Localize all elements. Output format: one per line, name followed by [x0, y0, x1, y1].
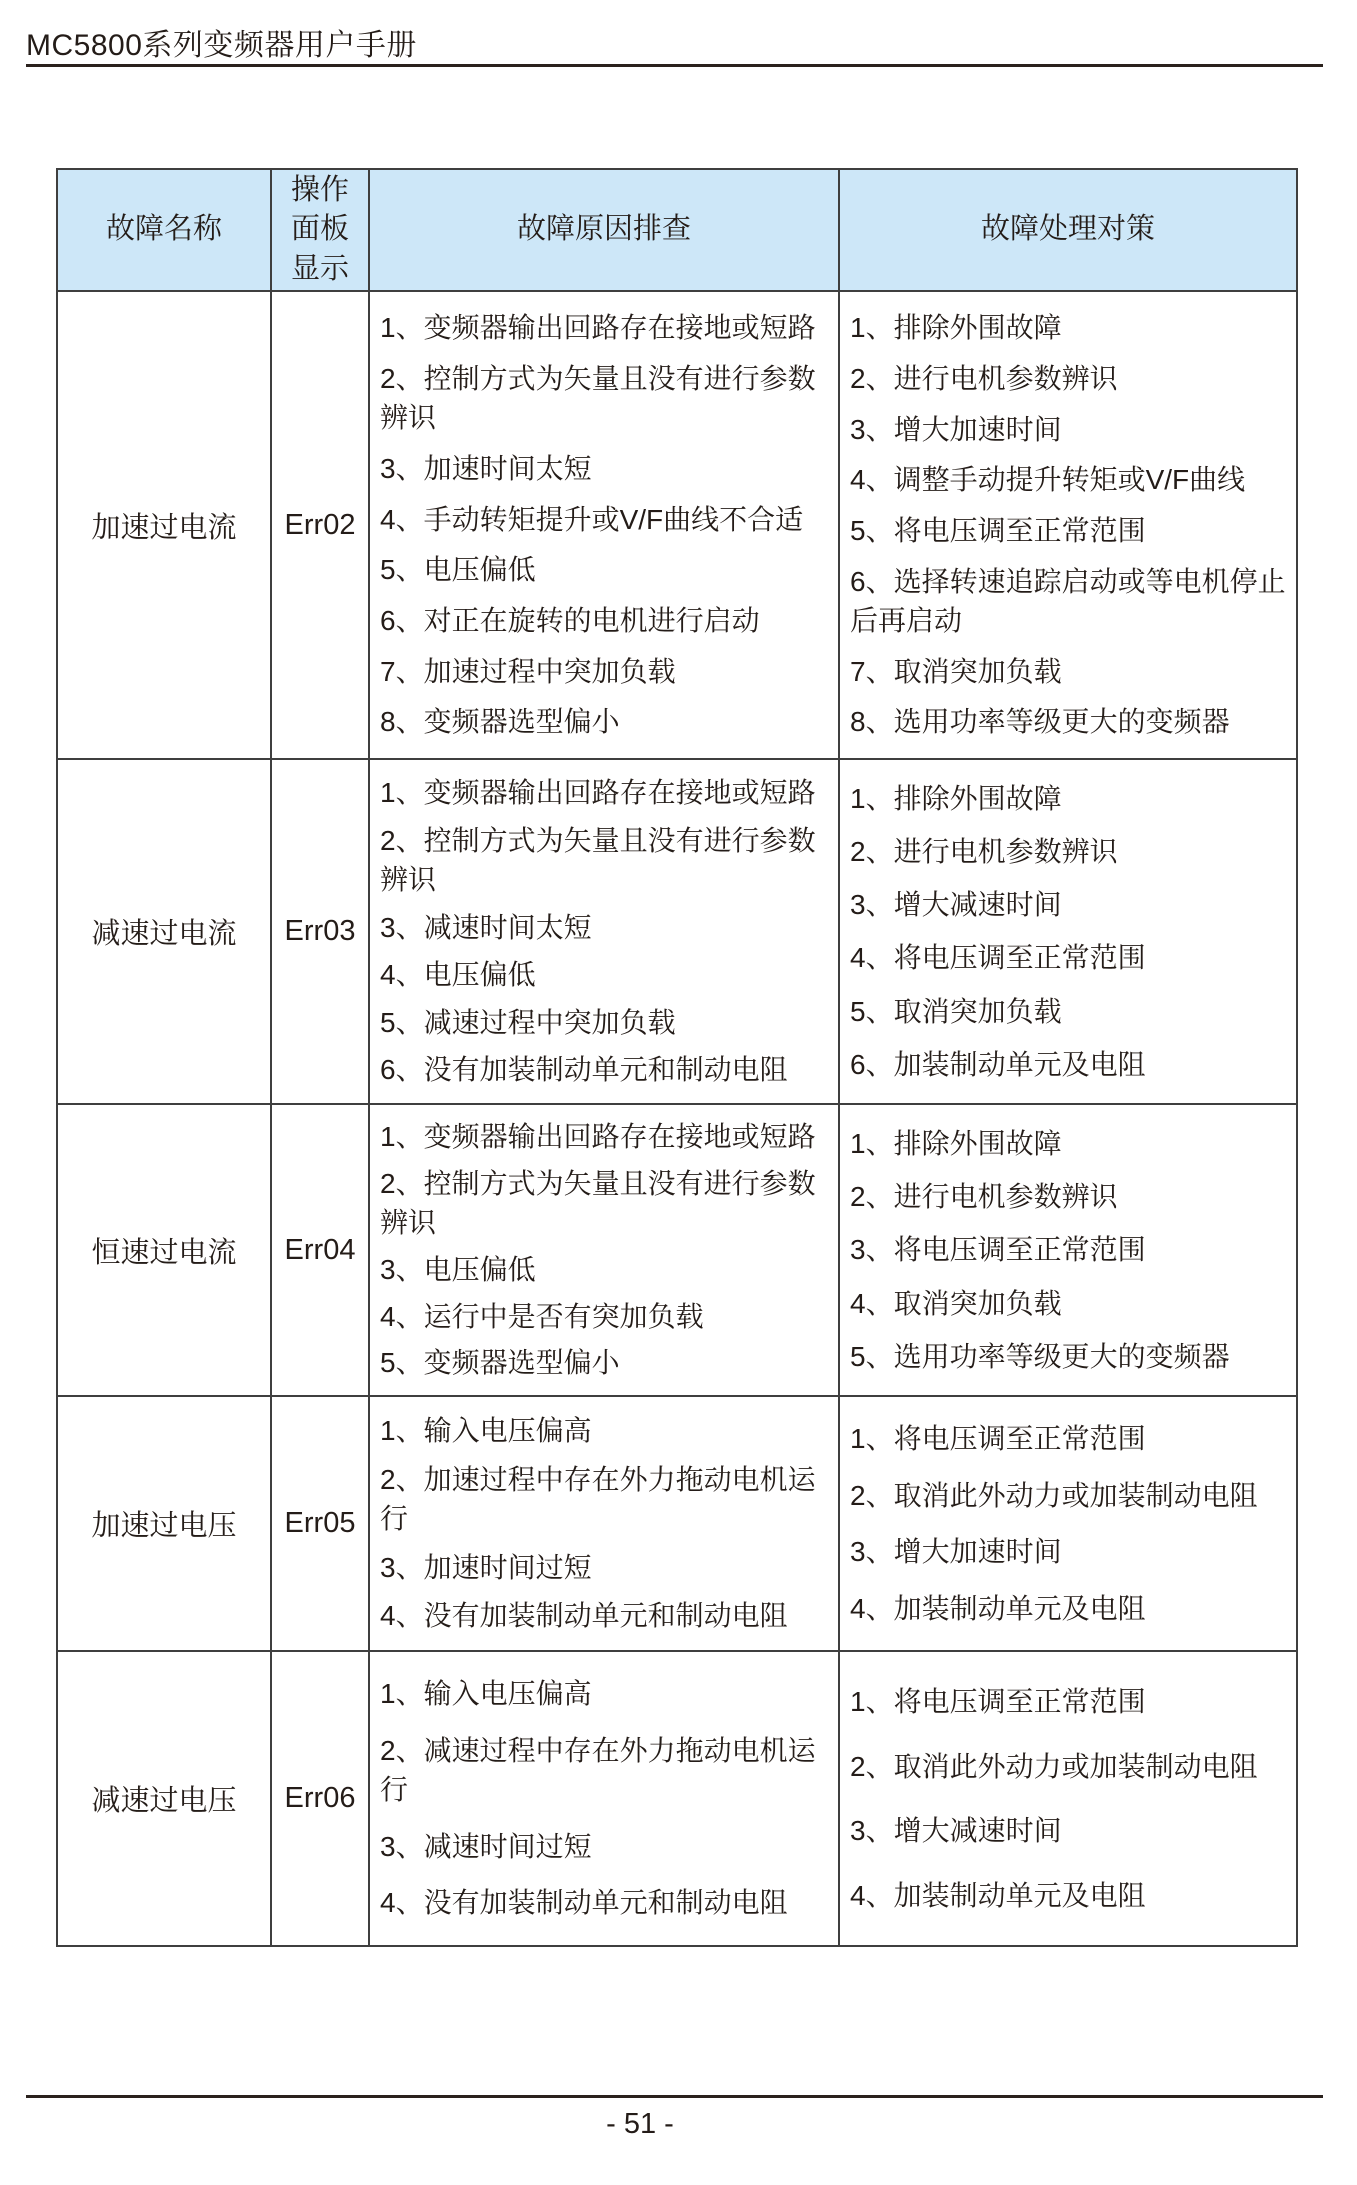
- countermeasure-item: 5、取消突加负载: [850, 995, 1062, 1027]
- countermeasure-item: 8、选用功率等级更大的变频器: [850, 706, 1230, 738]
- countermeasure-item: 2、取消此外动力或加装制动电阻: [850, 1750, 1258, 1782]
- countermeasures-cell: [839, 291, 1297, 759]
- countermeasure-item: 2、进行电机参数辨识: [850, 836, 1118, 868]
- panel-display-cell: Err02: [271, 291, 369, 759]
- table-row: [57, 1396, 1297, 1651]
- column-header-causes: 故障原因排查: [369, 169, 839, 291]
- countermeasure-item: 3、增大加速时间: [850, 413, 1062, 445]
- cause-item: 5、减速过程中突加负载: [380, 1006, 676, 1038]
- fault-causes-cell: [369, 1651, 839, 1946]
- fault-causes-cell: [369, 759, 839, 1104]
- table-row: [57, 1104, 1297, 1396]
- fault-name-cell: 加速过电流: [57, 291, 271, 759]
- cause-item: 4、没有加装制动单元和制动电阻: [380, 1600, 788, 1632]
- page-title: MC5800系列变频器用户手册: [26, 29, 417, 62]
- cause-item: 2、控制方式为矢量且没有进行参数辨识: [380, 363, 816, 434]
- countermeasure-item: 3、增大加速时间: [850, 1536, 1062, 1568]
- fault-causes-cell: [369, 291, 839, 759]
- cause-item: 3、加速时间过短: [380, 1551, 592, 1583]
- countermeasures-cell: [839, 1651, 1297, 1946]
- panel-display-cell: Err03: [271, 759, 369, 1104]
- fault-table-header: [57, 169, 1297, 291]
- cause-item: 2、控制方式为矢量且没有进行参数辨识: [380, 1168, 816, 1239]
- countermeasure-item: 2、进行电机参数辨识: [850, 363, 1118, 395]
- table-row: [57, 1651, 1297, 1946]
- fault-name-cell: 减速过电流: [57, 759, 271, 1104]
- fault-name-cell: 恒速过电流: [57, 1104, 271, 1396]
- footer-divider: [26, 2095, 1323, 2098]
- countermeasure-item: 3、增大减速时间: [850, 1815, 1062, 1847]
- countermeasures-cell: [839, 759, 1297, 1104]
- header-divider: [26, 64, 1323, 67]
- page-number: - 51 -: [606, 2108, 674, 2140]
- countermeasure-item: 2、进行电机参数辨识: [850, 1181, 1118, 1213]
- cause-item: 4、运行中是否有突加负载: [380, 1300, 704, 1332]
- cause-item: 4、电压偏低: [380, 959, 536, 991]
- countermeasure-item: 1、排除外围故障: [850, 1128, 1062, 1159]
- cause-item: 3、减速时间太短: [380, 911, 592, 943]
- header-row: [57, 169, 1297, 291]
- cause-item: 1、变频器输出回路存在接地或短路: [380, 777, 816, 809]
- cause-item: 1、变频器输出回路存在接地或短路: [380, 312, 816, 344]
- countermeasure-item: 1、排除外围故障: [850, 312, 1062, 344]
- fault-causes-cell: [369, 1104, 839, 1396]
- fault-name-cell: 加速过电压: [57, 1396, 271, 1651]
- countermeasure-item: 1、将电压调至正常范围: [850, 1423, 1146, 1455]
- countermeasure-item: 1、将电压调至正常范围: [850, 1686, 1146, 1718]
- fault-causes-cell: [369, 1396, 839, 1651]
- cause-item: 6、对正在旋转的电机进行启动: [380, 604, 760, 636]
- fault-table-body: [57, 291, 1297, 1946]
- cause-item: 7、加速过程中突加负载: [380, 655, 676, 687]
- column-header-countermeasures: 故障处理对策: [839, 169, 1297, 291]
- cause-item: 1、变频器输出回路存在接地或短路: [380, 1121, 816, 1153]
- cause-item: 8、变频器选型偏小: [380, 706, 620, 738]
- panel-display-cell: Err06: [271, 1651, 369, 1946]
- countermeasure-item: 6、加装制动单元及电阻: [850, 1048, 1146, 1080]
- cause-item: 3、电压偏低: [380, 1253, 536, 1285]
- table-row: [57, 291, 1297, 759]
- countermeasure-item: 4、加装制动单元及电阻: [850, 1592, 1146, 1624]
- cause-item: 1、输入电压偏高: [380, 1678, 592, 1710]
- panel-display-cell: Err04: [271, 1104, 369, 1396]
- countermeasures-cell: [839, 1396, 1297, 1651]
- column-header-panel-display: 操作面板显示: [271, 169, 369, 291]
- cause-item: 5、变频器选型偏小: [380, 1347, 620, 1379]
- table-row: [57, 759, 1297, 1104]
- cause-item: 5、电压偏低: [380, 554, 536, 586]
- column-header-fault-name: 故障名称: [57, 169, 271, 291]
- countermeasure-item: 4、加装制动单元及电阻: [850, 1879, 1146, 1911]
- countermeasure-item: 4、取消突加负载: [850, 1287, 1062, 1319]
- countermeasure-item: 5、选用功率等级更大的变频器: [850, 1340, 1230, 1372]
- cause-item: 3、减速时间过短: [380, 1830, 592, 1862]
- countermeasure-item: 2、取消此外动力或加装制动电阻: [850, 1479, 1258, 1511]
- countermeasure-item: 4、将电压调至正常范围: [850, 942, 1146, 974]
- countermeasures-cell: [839, 1104, 1297, 1396]
- fault-name-cell: 减速过电压: [57, 1651, 271, 1946]
- panel-display-cell: Err05: [271, 1396, 369, 1651]
- countermeasure-item: 6、选择转速追踪启动或等电机停止后再启动: [850, 565, 1286, 636]
- countermeasure-item: 3、将电压调至正常范围: [850, 1234, 1146, 1266]
- countermeasure-item: 3、增大减速时间: [850, 889, 1062, 921]
- cause-item: 2、加速过程中存在外力拖动电机运行: [380, 1464, 816, 1535]
- cause-item: 2、控制方式为矢量且没有进行参数辨识: [380, 824, 816, 896]
- cause-item: 2、减速过程中存在外力拖动电机运行: [380, 1735, 816, 1806]
- cause-item: 4、没有加装制动单元和制动电阻: [380, 1887, 788, 1919]
- cause-item: 1、输入电压偏高: [380, 1415, 592, 1447]
- fault-table: [56, 168, 1298, 1947]
- cause-item: 4、手动转矩提升或V/F曲线不合适: [380, 503, 804, 535]
- countermeasure-item: 7、取消突加负载: [850, 655, 1062, 687]
- cause-item: 3、加速时间太短: [380, 452, 592, 484]
- countermeasure-item: 1、排除外围故障: [850, 782, 1062, 814]
- cause-item: 6、没有加装制动单元和制动电阻: [380, 1054, 788, 1086]
- countermeasure-item: 4、调整手动提升转矩或V/F曲线: [850, 464, 1246, 496]
- countermeasure-item: 5、将电压调至正常范围: [850, 515, 1146, 547]
